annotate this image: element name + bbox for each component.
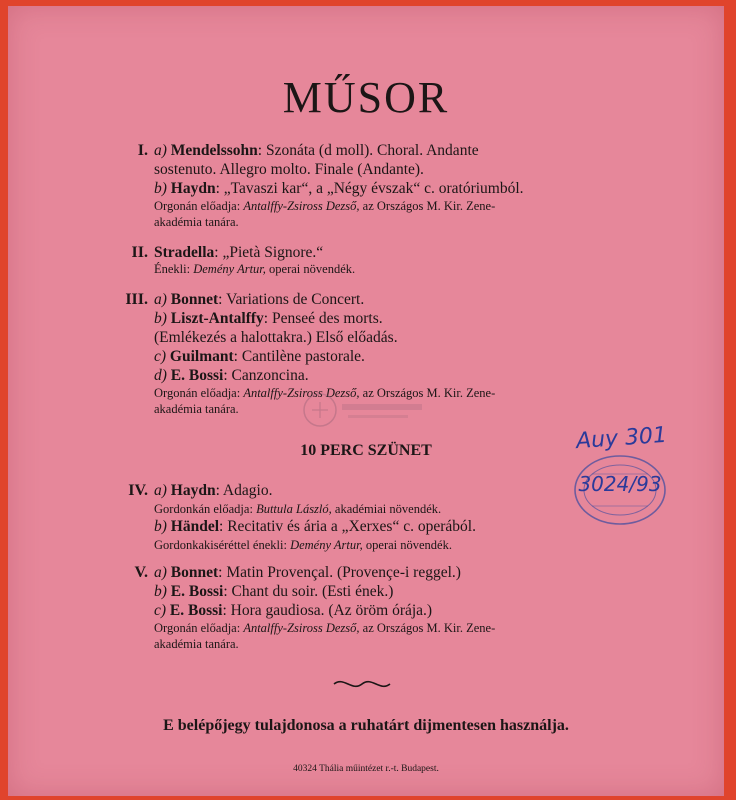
composer-name: Liszt-Antalffy [170,310,264,327]
performer-role: Orgonán előadja: [154,621,244,635]
program-line [154,180,524,198]
composer-name: E. Bossi [169,602,223,619]
performer-line [154,199,495,214]
item-letter: a) [154,142,171,159]
performer-role: Gordonkán előadja: [154,502,257,516]
composer-name: Bonnet [170,291,219,308]
work-title: : Szonáta (d moll). Choral. Andante [257,142,479,159]
item-letter: b) [154,583,171,600]
performer-detail: akadémia tanára. [154,215,239,229]
performer-line [154,621,495,636]
composer-name: E. Bossi [170,583,224,600]
work-title: : Chant du soir. (Esti ének.) [223,583,394,600]
performer-detail: akadémia tanára. [154,637,239,651]
performer-detail: operai növendék. [265,262,356,276]
work-title: : „Pietà Signore.“ [214,244,324,261]
program-title: MŰSOR [282,73,450,122]
intermission-heading: 10 PERC SZÜNET [300,442,432,459]
printer-imprint: 40324 Thália műintézet r.-t. Budapest. [293,764,439,774]
performer-name: Demény Artur, [290,538,363,552]
cloakroom-notice: E belépőjegy tulajdonosa a ruhatárt dijmentesen használja. [163,717,569,734]
item-letter: a) [154,564,171,581]
performer-detail: operai növendék. [362,538,452,552]
item-letter: c) [154,602,170,619]
performer-name: Antalffy-Zsiross Dezső, [243,199,360,213]
work-title: : Variations de Concert. [218,291,365,308]
section-number: III. [125,291,148,308]
composer-name: Guilmant [169,348,234,365]
program-sheet [8,6,724,796]
work-title: : Hora gaudiosa. (Az öröm órája.) [222,602,433,619]
stamp-number: 3024/93 [578,472,662,496]
item-letter: d) [154,367,171,384]
performer-detail: akadémiai növendék. [331,502,442,516]
performer-line [154,402,239,417]
item-letter: a) [154,482,171,499]
composer-name: Händel [170,518,220,535]
performer-detail: az Országos M. Kir. Zene- [359,199,496,213]
performer-line [154,637,239,652]
performer-detail: az Országos M. Kir. Zene- [359,386,496,400]
composer-name: Haydn [170,180,216,197]
program-line [154,583,393,601]
section-number: II. [131,244,148,261]
work-title: (Emlékezés a halottakra.) Első előadás. [154,329,398,346]
work-title: : Adagio. [215,482,273,499]
program-line [154,482,272,500]
composer-name: Mendelssohn [170,142,258,159]
library-watermark-stamp [298,388,428,432]
program-line [154,310,383,328]
section-number: V. [134,564,148,581]
composer-name: Haydn [170,482,216,499]
program-line [154,244,323,262]
performer-name: Antalffy-Zsiross Dezső, [243,386,360,400]
work-title: : Matin Provençal. (Provençe-i reggel.) [218,564,461,581]
section-number: IV. [128,482,148,499]
program-line [154,518,476,536]
work-title: : Canzoncina. [223,367,309,384]
work-title: : Cantilène pastorale. [233,348,365,365]
item-letter: b) [154,310,171,327]
section-number: I. [137,142,148,159]
program-line [154,564,461,582]
performer-role: Gordonkakiséréttel énekli: [154,538,291,552]
program-line [154,142,479,160]
item-letter: c) [154,348,170,365]
performer-role: Orgonán előadja: [154,386,244,400]
composer-name: E. Bossi [170,367,224,384]
program-line [154,348,365,366]
performer-line [154,538,452,553]
performer-line [154,262,355,277]
performer-name: Demény Artur, [193,262,266,276]
performer-detail: akadémia tanára. [154,402,239,416]
performer-role: Énekli: [154,262,194,276]
performer-name: Antalffy-Zsiross Dezső, [243,621,360,635]
item-letter: b) [154,518,171,535]
performer-role: Orgonán előadja: [154,199,244,213]
ornament-divider [332,678,392,690]
program-line [154,291,364,309]
work-title: : „Tavaszi kar“, a „Négy évszak“ c. oratóriumból. [215,180,524,197]
performer-line [154,502,441,517]
performer-detail: az Országos M. Kir. Zene- [359,621,496,635]
performer-line [154,215,239,230]
program-line [154,367,309,385]
composer-name: Bonnet [170,564,219,581]
item-letter: b) [154,180,171,197]
work-title: : Penseé des morts. [263,310,383,327]
program-line [154,161,424,179]
handwritten-shelfmark: Auy 301 [575,422,668,455]
program-line [154,602,432,620]
work-title: sostenuto. Allegro molto. Finale (Andante). [154,161,424,178]
item-letter: a) [154,291,171,308]
work-title: : Recitativ és ária a „Xerxes“ c. operából. [219,518,476,535]
program-line [154,329,398,347]
composer-name: Stradella [154,244,215,261]
performer-name: Buttula László, [256,502,332,516]
